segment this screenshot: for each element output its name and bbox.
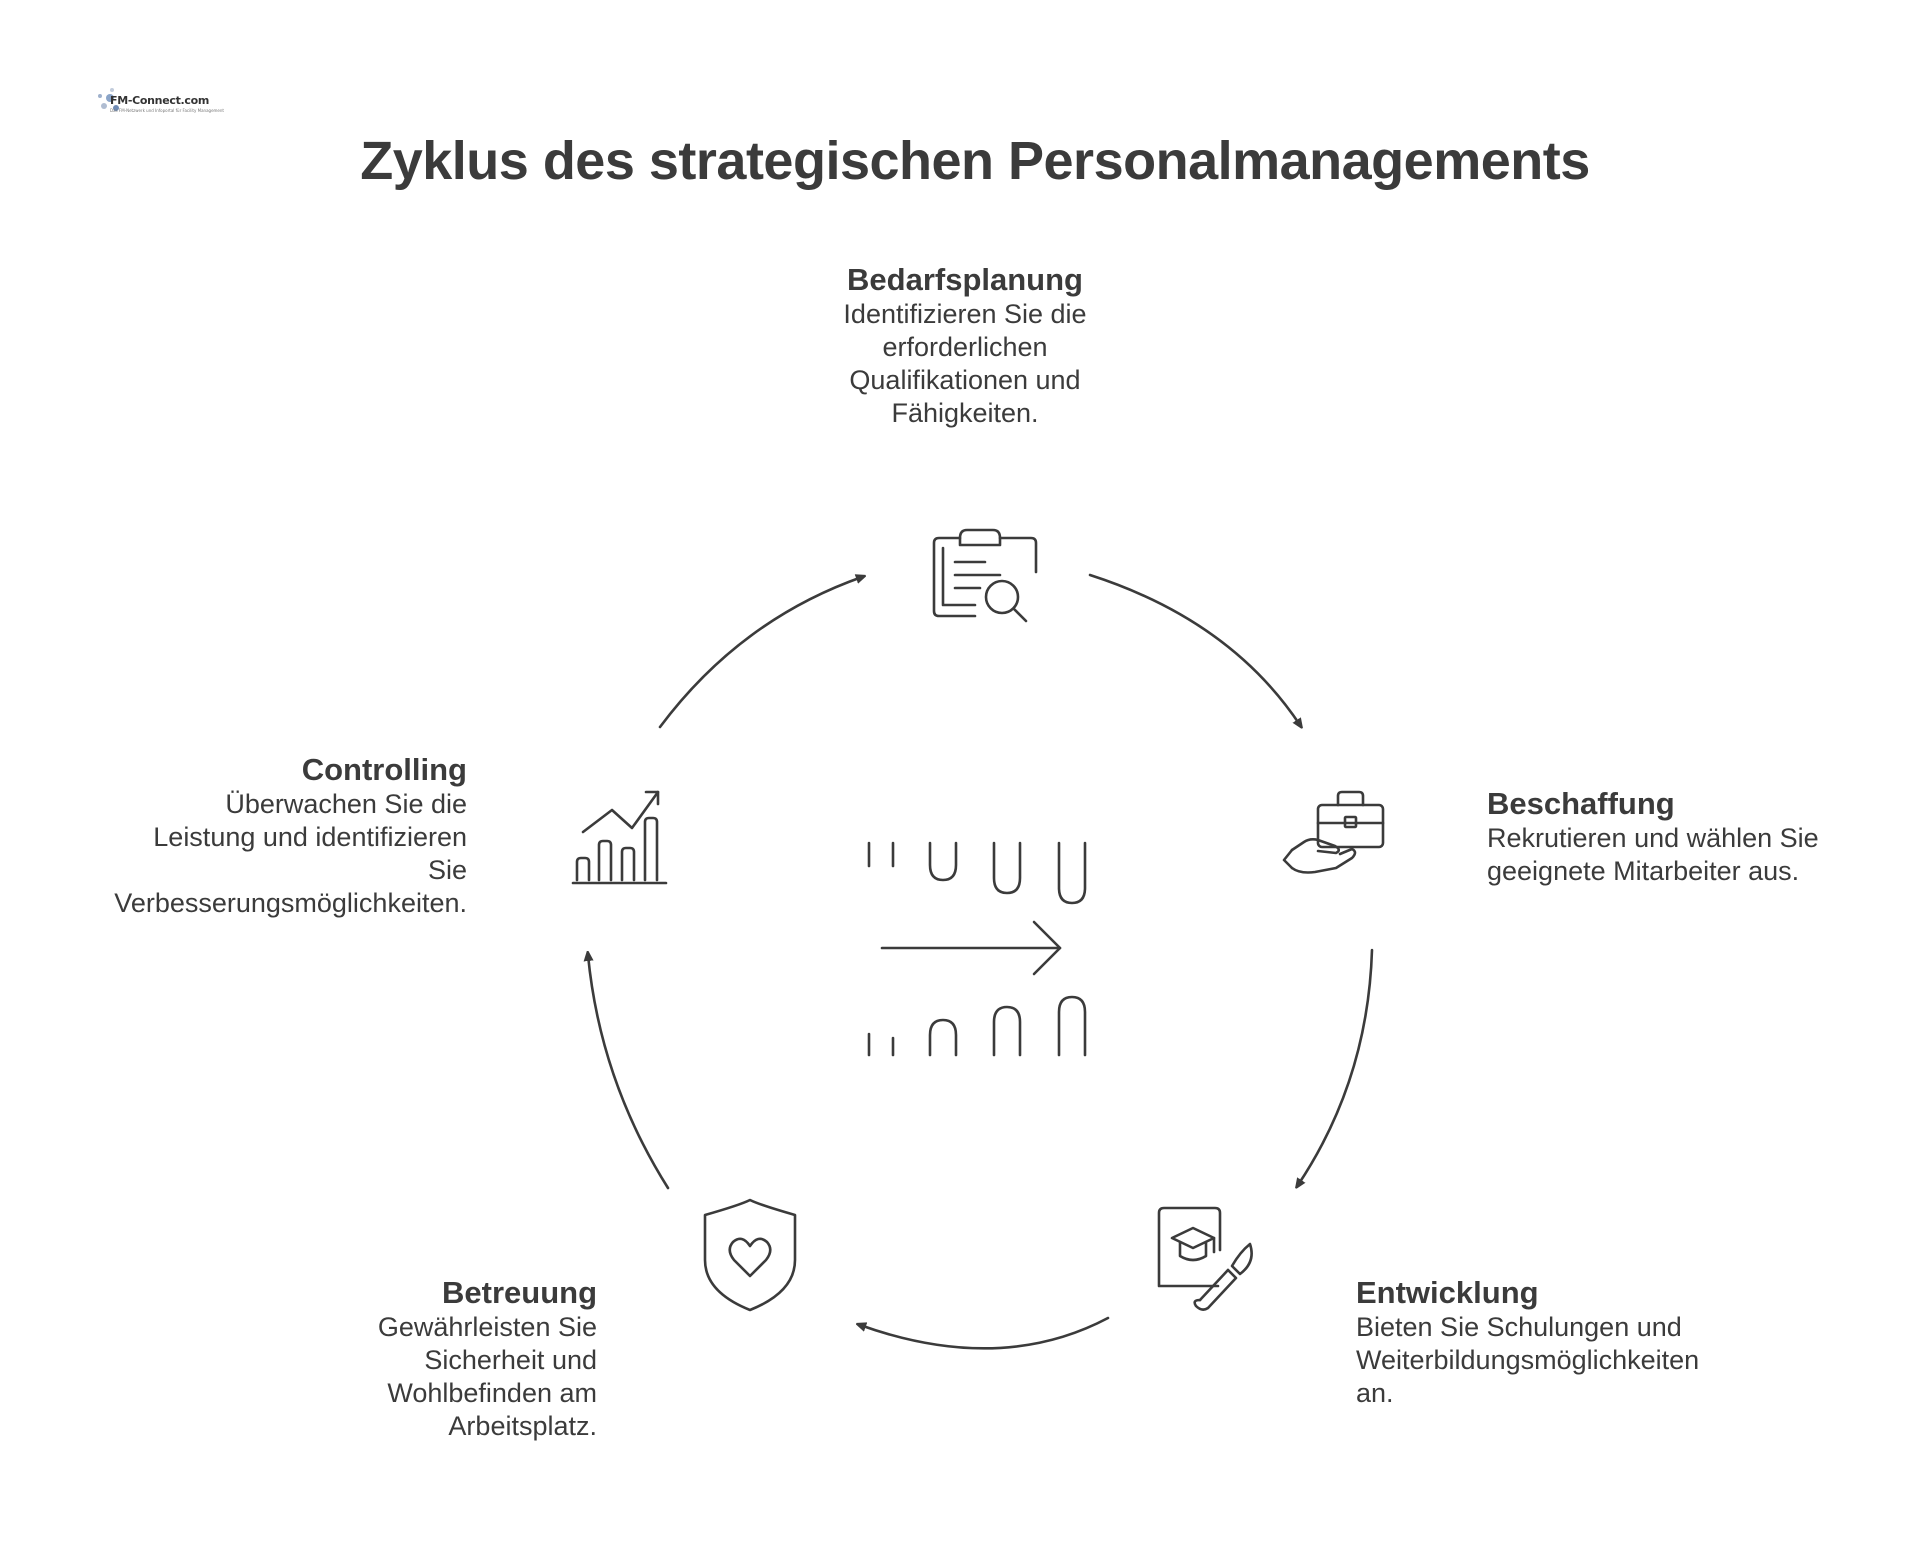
page-title: Zyklus des strategischen Personalmanagements <box>360 131 1590 191</box>
step-title: Beschaffung <box>1487 786 1675 821</box>
step-controlling <box>40 752 467 920</box>
cycle-arrow-3 <box>860 1318 1108 1348</box>
shield-heart-icon <box>705 1200 795 1310</box>
step-entwicklung <box>1356 1275 1776 1410</box>
cycle-arrow-4 <box>588 955 668 1188</box>
step-description: Bieten Sie Schulungen und Weiterbildungsmöglichkeiten an. <box>1356 1312 1700 1408</box>
step-title: Controlling <box>301 752 467 787</box>
step-description: Gewährleisten Sie Sicherheit und Wohlbefinden am Arbeitsplatz. <box>377 1312 597 1441</box>
step-title: Betreuung <box>442 1275 597 1310</box>
transformation-arrow-icon <box>869 843 1085 1055</box>
step-betreuung <box>300 1275 597 1443</box>
cycle-arrow-2 <box>1298 950 1372 1185</box>
clipboard-search-icon <box>934 530 1036 621</box>
hand-briefcase-icon <box>1284 792 1383 873</box>
step-description: Rekrutieren und wählen Sie geeignete Mitarbeiter aus. <box>1487 823 1819 886</box>
cycle-arrow-5 <box>660 577 862 727</box>
logo-name: FM-Connect.com <box>110 94 210 107</box>
step-beschaffung <box>1487 786 1887 888</box>
step-description: Identifizieren Sie die erforderlichen Qualifikationen und Fähigkeiten. <box>843 299 1087 428</box>
growth-chart-icon <box>573 792 666 883</box>
step-bedarfsplanung <box>820 262 1110 430</box>
step-description: Überwachen Sie die Leistung und identifizieren Sie Verbesserungsmöglichkeiten. <box>114 789 467 918</box>
logo-tagline: Das FM-Netzwerk und Infoportal für Facility Management <box>110 108 224 113</box>
graduation-brush-icon <box>1159 1208 1252 1310</box>
step-title: Entwicklung <box>1356 1275 1539 1310</box>
step-title: Bedarfsplanung <box>847 262 1083 297</box>
cycle-arrow-1 <box>1090 575 1300 725</box>
